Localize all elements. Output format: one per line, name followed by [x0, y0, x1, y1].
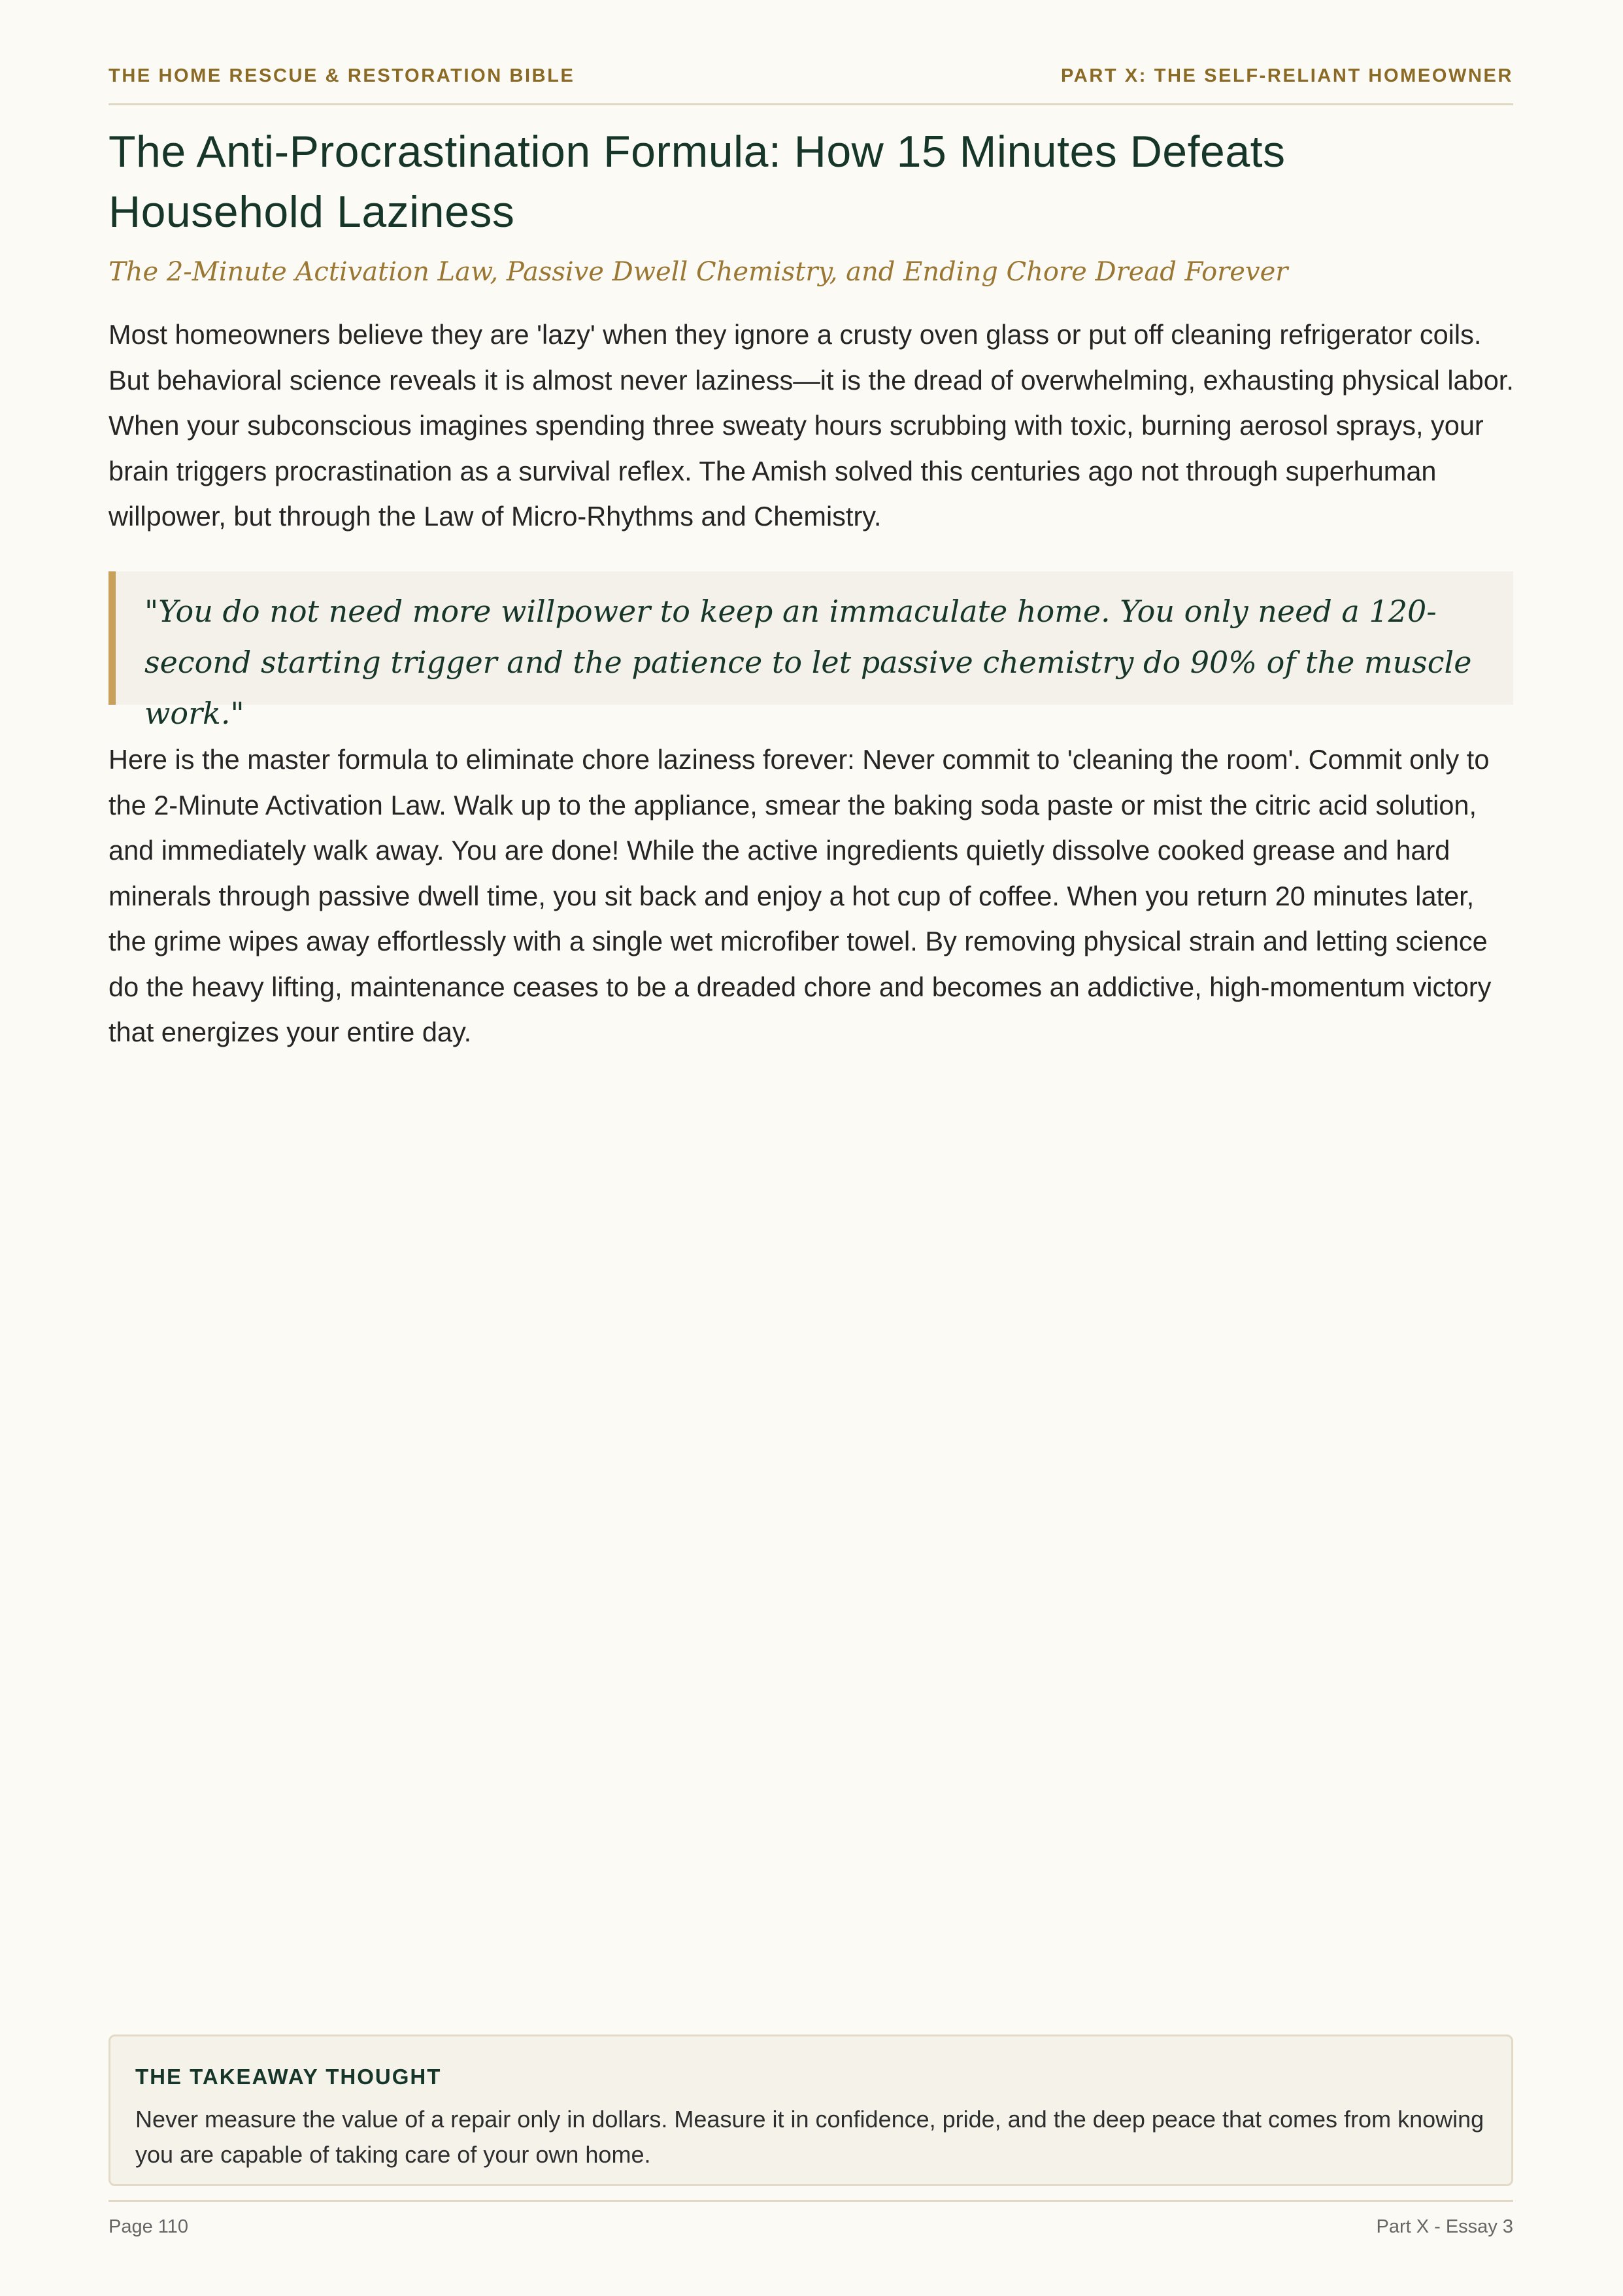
footer-divider — [109, 2200, 1513, 2202]
pull-quote-text: "You do not need more willpower to keep an immaculate home. You only need a 120-second starting trigger and the patience to let passive chemistry do 90% of the muscle work." — [144, 594, 1472, 731]
pull-quote — [109, 571, 1513, 731]
book-title: THE HOME RESCUE & RESTORATION BIBLE — [109, 65, 575, 86]
essay-subtitle: The 2-Minute Activation Law, Passive Dwell Chemistry, and Ending Chore Dread Forever — [109, 257, 1288, 287]
takeaway-heading: THE TAKEAWAY THOUGHT — [135, 2065, 442, 2089]
takeaway-text: Never measure the value of a repair only in dollars. Measure it in confidence, pride, and the deep peace that comes from knowing you are capable of taking care of your own home. — [135, 2106, 1484, 2168]
page-number: Page 110 — [109, 2216, 189, 2237]
body-paragraph-2: Here is the master formula to eliminate chore laziness forever: Never commit to 'cleaning the room'. Commit only to the 2-Minute Activation Law. Walk up to the appliance, smear the baking soda paste or mist the citric acid solution, and immediately walk away. You are done! While the active ingredients quietly dissolve cooked grease and hard minerals through passive dwell time, you sit back and enjoy a hot cup of coffee. When you return 20 minutes later, the grime wipes away effortlessly with a single wet microfiber towel. By removing physical strain and letting science do the heavy lifting, maintenance ceases to be a dreaded chore and becomes an addictive, high-momentum victory that energizes your entire day. — [109, 744, 1492, 1047]
running-footer — [109, 2214, 1513, 2240]
takeaway-box — [109, 2034, 1513, 2186]
essay-label: Part X - Essay 3 — [1376, 2216, 1513, 2237]
body-paragraph-1: Most homeowners believe they are 'lazy' when they ignore a crusty oven glass or put off cleaning refrigerator coils. But behavioral science reveals it is almost never laziness—it is the dread of overwhelming, exhausting physical labor. When your subconscious imagines spending three sweaty hours scrubbing with toxic, burning aerosol sprays, your brain triggers procrastination as a survival reflex. The Amish solved this centuries ago not through superhuman willpower, but through the Law of Micro-Rhythms and Chemistry. — [109, 319, 1514, 532]
running-header — [109, 63, 1513, 105]
part-title: PART X: THE SELF-RELIANT HOMEOWNER — [1060, 65, 1513, 86]
essay-title: The Anti-Procrastination Formula: How 15 Minutes Defeats Household Laziness — [109, 127, 1286, 237]
